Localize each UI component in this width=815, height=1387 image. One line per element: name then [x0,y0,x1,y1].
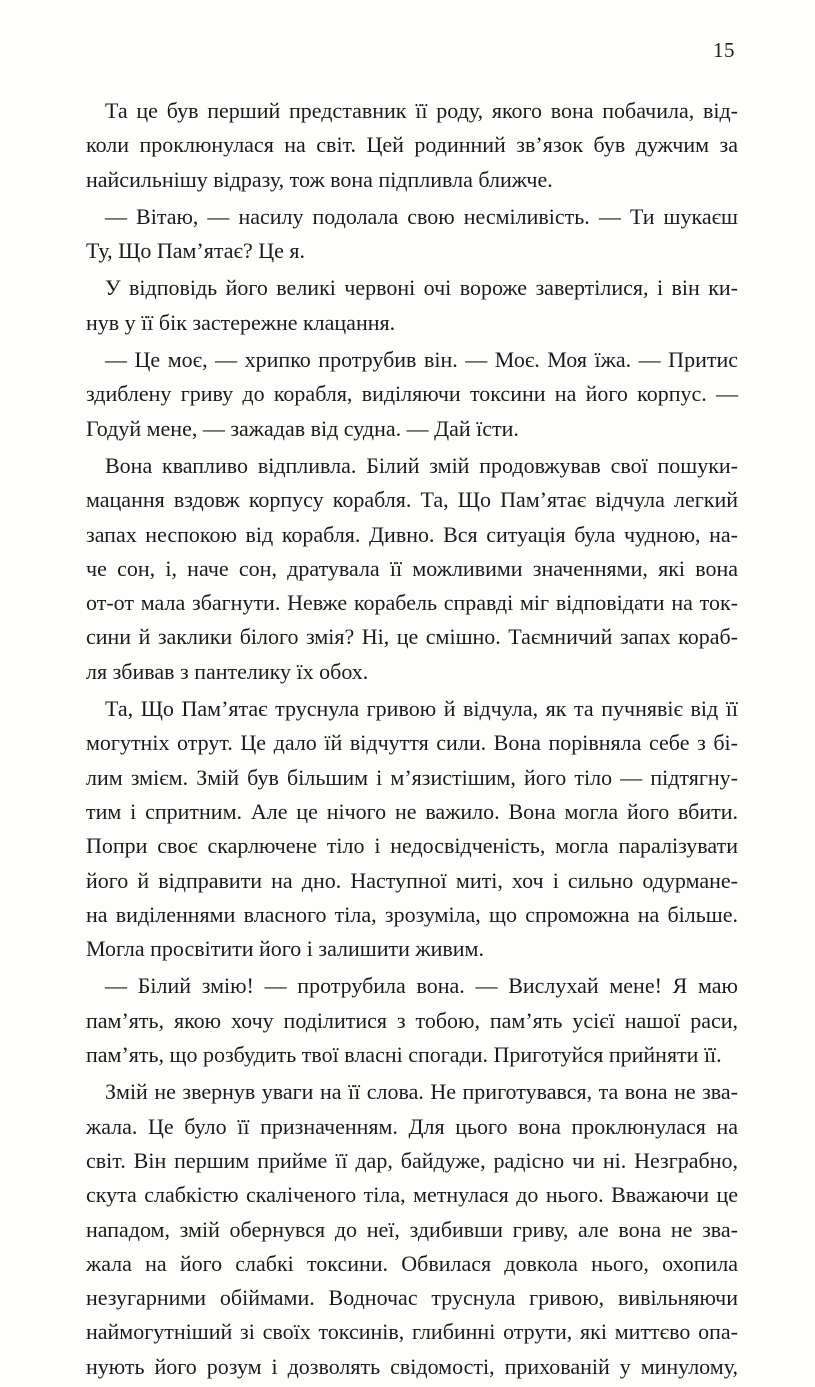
text-line: світ. Він першим прийме її дар, байдуже, радісно чи ні. Незграбно, [86,1147,738,1173]
text-line: Вона квапливо відпливла. Білий змій продовжував свої пошуки- [105,452,738,478]
text-line: Ту, Що Пам’ятає? Це я. [86,238,305,264]
paragraph [86,1075,738,1384]
text-line: нападом, змій обернувся до неї, здибивши гриву, але вона не зва- [86,1216,738,1242]
text-line: мацання вздовж корпусу корабля. Та, Що Пам’ятає відчула легкий [86,487,738,513]
text-line: скута слабкістю скаліченого тіла, метнулася до нього. Вважаючи це [86,1182,738,1208]
text-line: здиблену гриву до корабля, виділяючи токсини на його корпус. — [86,381,738,407]
text-line: нують його розум і дозволять свідомості, прихованій у минулому, [86,1353,738,1379]
text-line: незугарними обіймами. Водночас труснула гривою, вивільняючи [86,1285,738,1311]
text-line: нув у її бік застережне клацання. [86,309,396,335]
text-line: коли проклюнулася на світ. Цей родинний зв’язок був дужчим за [86,132,738,158]
text-line: могутніх отрут. Це дало їй відчуття сили. Вона порівняла себе з бі- [86,730,738,756]
text-line: Та це був перший представник її роду, якого вона побачила, від- [105,98,738,123]
text-line: Попри своє скарлючене тіло і недосвідченість, могла паралізувати [86,833,738,859]
text-line: пам’ять, якою хочу поділитися з тобою, пам’ять усієї нашої раси, [86,1007,738,1033]
text-line: — Білий змію! — протрубила вона. — Вислухай мене! Я маю [105,973,738,999]
paragraph [86,449,738,689]
text-line: жала. Це було її призначенням. Для цього вона проклюнулася на [86,1113,738,1139]
text-line: наймогутніший зі своїх токсинів, глибинні отрути, які миттєво опа- [86,1319,738,1345]
text-line: жала на його слабкі токсини. Обвилася довкола нього, охопила [86,1250,738,1276]
text-line: — Вітаю, — насилу подолала свою несміливість. — Ти шукаєш [105,203,738,229]
paragraph [86,200,738,269]
paragraph [86,94,738,197]
paragraph [86,969,738,1072]
text-line: найсильнішу відразу, тож вона підпливла ближче. [86,166,553,192]
text-line: пам’ять, що розбудить твої власні спогади. Приготуйся прийняти її. [86,1042,722,1068]
paragraph [86,692,738,966]
text-line: запах неспокою від корабля. Дивно. Вся ситуація була чудною, на- [86,521,738,547]
text-line: Могла просвітити його і залишити живим. [86,936,484,962]
page-number: 15 [713,38,735,62]
text-line: — Це моє, — хрипко протрубив він. — Моє. Моя їжа. — Притис [105,347,738,373]
text-line: лим змієм. Змій був більшим і м’язистішим, його тіло — підтягну- [86,764,738,790]
text-line: сини й заклики білого змія? Ні, це смішно. Таємничий запах кораб- [86,624,738,650]
paragraph [86,271,738,340]
text-line: тим і спритним. Але це нічого не важило. Вона могла його вбити. [86,798,738,824]
text-line: Та, Що Пам’ятає труснула гривою й відчула, як та пучнявіє від її [105,696,738,722]
text-line: Змій не звернув уваги на її слова. Не приготувався, та вона не зва- [105,1079,738,1105]
text-line: У відповідь його великі червоні очі вороже завертілися, і він ки- [105,275,738,301]
paragraph [86,343,738,446]
text-line: ля збивав з пантелику їх обох. [86,658,369,684]
text-line: на виділеннями власного тіла, зрозуміла, що спроможна на більше. [86,901,738,927]
text-line: його й відправити на дно. Наступної миті, хоч і сильно одурмане- [86,867,738,893]
text-line: че сон, і, наче сон, дратувала її можливими значеннями, які вона [86,555,738,581]
body-text [86,94,738,1387]
text-line: Годуй мене, — зажадав від судна. — Дай їсти. [86,415,519,441]
text-line: от-от мала збагнути. Невже корабель справді міг відповідати на ток- [86,590,738,616]
